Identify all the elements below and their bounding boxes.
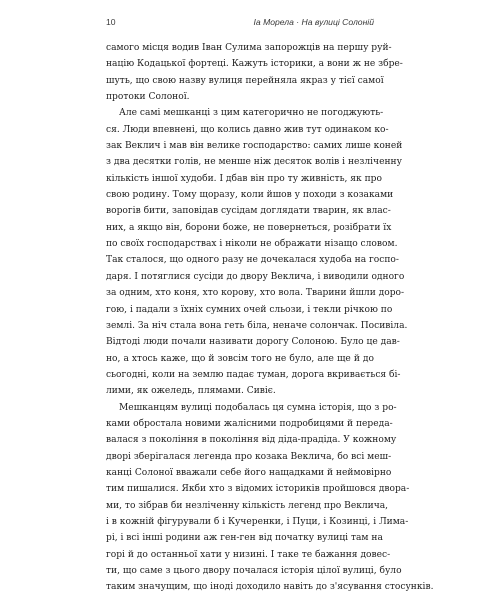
- running-title: Іа Морела · На вулиці Солоній: [253, 17, 374, 27]
- text-line: ворогів бити, заповідав сусідам доглядати тварин, як влас-: [106, 206, 391, 217]
- text-line: націю Кодацької фортеці. Кажуть історики, а вони ж не збре-: [106, 59, 403, 70]
- body-text: [106, 40, 434, 596]
- text-line: кількість іншої худоби. І дбав він про ту живність, як про: [106, 173, 382, 184]
- text-line: таким значущим, що іноді доходило навіть до з'ясування стосунків.: [106, 582, 434, 593]
- running-head: [106, 17, 374, 29]
- text-line: них, а якщо він, борони боже, не повернеться, розібрати їх: [106, 222, 392, 233]
- page-number: 10: [106, 17, 116, 27]
- text-line: Мешканцям вулиці подобалась ця сумна історія, що з ро-: [119, 402, 397, 413]
- text-line: по своїх господарствах і ніколи не ображати нізащо словом.: [106, 239, 398, 250]
- text-line: ми, то зібрав би незліченну кількість легенд про Веклича,: [106, 500, 389, 511]
- text-line: за одним, хто коня, хто корову, хто вола. Тварини йшли доро-: [106, 288, 405, 299]
- text-line: рі, і всі інші родини аж ген-ген від початку вулиці там на: [106, 533, 383, 544]
- text-line: ками обростала новими жалісними подробицями й передa-: [106, 418, 393, 429]
- text-line: самого місця водив Іван Сулима запорожців на першу руй-: [106, 43, 392, 53]
- text-line: горі й до останньої хати у низині. І таке те бажання довес-: [106, 549, 391, 560]
- text-line: і в кожній фігурували б і Кучеренки, і Пуци, і Козинці, і Лима-: [106, 516, 409, 527]
- text-line: свою родину. Тому щоразу, коли йшов у походи з козаками: [106, 190, 394, 201]
- text-line: Але самі мешканці з цим категорично не погоджують-: [119, 108, 384, 119]
- text-line: ти, що саме з цього двору почалася історія цілої вулиці, було: [106, 566, 402, 576]
- text-line: протоки Солоної.: [106, 92, 190, 103]
- text-line: но, а хтось каже, що й зовсім того не було, але ще й до: [106, 353, 374, 364]
- text-line: Так сталося, що одного разу не дочекалася худоба на госпо-: [106, 255, 399, 266]
- text-line: канці Солоної вважали себе його нащадками й неймовірно: [106, 467, 392, 478]
- text-line: з два десятки голів, не менше ніж десяток волів і незліченну: [106, 157, 402, 168]
- text-line: даря. І потяглися сусіди до двору Веклича, і виводили одного: [106, 271, 405, 282]
- text-line: гою, і падали з їхніх сумних очей сльози, і текли річкою по: [106, 304, 393, 315]
- text-line: ся. Люди впевнені, що колись давно жив тут одинаком ко-: [106, 124, 389, 135]
- text-line: Відтоді люди почали називати дорогу Солоною. Було це дав-: [106, 337, 400, 348]
- text-line: валася з покоління в покоління від діда-прадіда. У кожному: [106, 435, 397, 446]
- text-line: зак Веклич і мав він велике господарство: самих лише коней: [106, 141, 403, 152]
- text-line: землі. За ніч стала вона геть біла, неначе солончак. Посивіла.: [106, 320, 408, 331]
- text-line: лими, як ожеледь, плямами. Сивіє.: [106, 386, 276, 397]
- text-line: сьогодні, коли на землю падає туман, дорога вкривається бі-: [106, 369, 401, 380]
- text-line: дворі зберігалася легенда про козака Веклича, бо всі меш-: [106, 451, 392, 462]
- text-line: тим пишалися. Якби хто з відомих істориків пройшовся двора-: [106, 484, 410, 495]
- text-line: шуть, що свою назву вулиця перейняла якраз у тієї самої: [106, 75, 384, 86]
